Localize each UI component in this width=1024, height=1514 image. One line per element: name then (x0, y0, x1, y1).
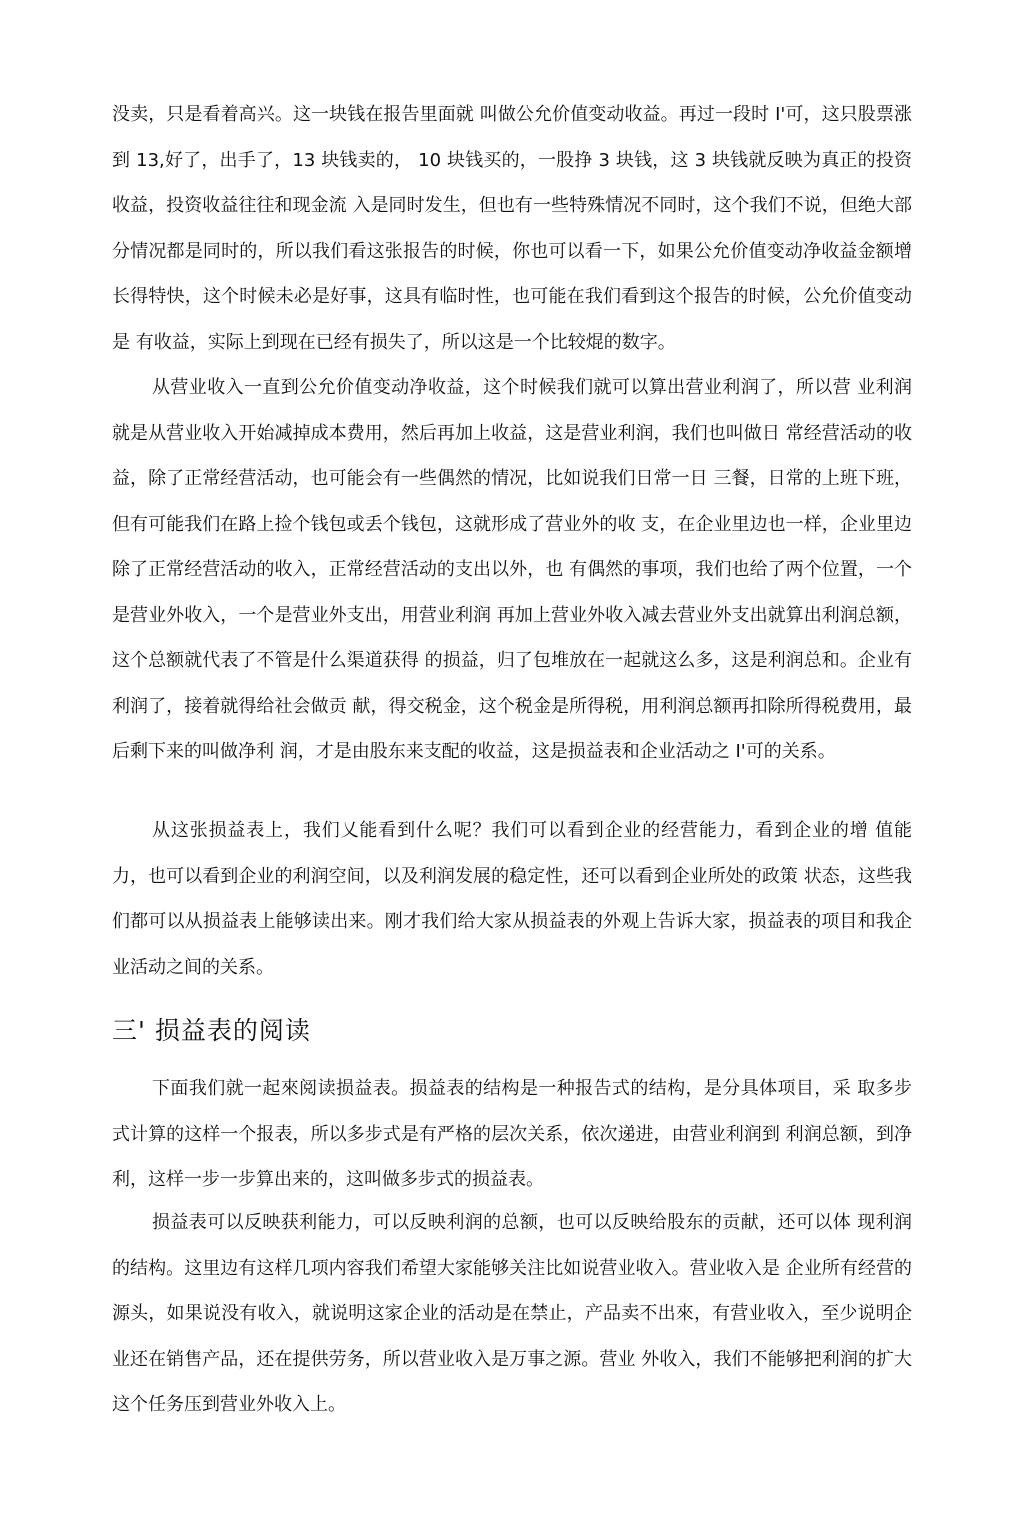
section-heading: 三' 损益表的阅读 (112, 1016, 311, 1045)
paragraph-reading-structure: 下面我们就一起來阅读损益表。损益表的结构是一种报告式的结构，是分具体项目，采 取多步式计算的这样一个报表，所以多步式是有严格的层次关系，依次递进，由营业利润到 利润总额，到净利，这样一步一步算出来的，这叫做多步式的损益表。 (112, 1078, 912, 1190)
paragraph-operating-revenue: 损益表可以反映获利能力，可以反映利润的总额，也可以反映给股东的贡献，还可以体 现利润的结构。这里边有这样几项内容我们希望大家能够关注比如说营业收入。营业收入是 企业所有经营的源头，如果说没有收入，就说明这家企业的活动是在禁止，产品卖不出來，有营业收入，至少说明企业还在销售产品，还在提供劳务，所以营业收入是万事之源。营业 外收入，我们不能够把利润的扩大这个任务压到营业外收入上。 (112, 1212, 912, 1415)
paragraph-income-statement-insights: 从这张损益表上，我们乂能看到什么呢？我们可以看到企业的经营能力，看到企业的增 值能力，也可以看到企业的利润空间，以及利润发展的稳定性，还可以看到企业所处的政策 状态，这些我们都可以从损益表上能够读出来。刚才我们给大家从损益表的外观上告诉大家，损益表的项目和我企业活动之间的关系。 (112, 820, 912, 978)
paragraph-fair-value-gain: 没卖，只是看着高兴。这一块钱在报告里面就 叫做公允价值变动收益。再过一段时 I'可，这只股票涨到 13,好了，出手了，13 块钱卖的， 10 块钱买的，一股挣 3 块钱，这 3 块钱就反映为真正的投资收益，投资收益往往和现金流 入是同时发生，但也有一些特殊情况不同时，这个我们不说，但绝大部分情况都是同时的，所以我们看这张报告的时候，你也可以看一下，如果公允价值变动净收益金额增长得特快，这个时候未必是好事，这具有临时性，也可能在我们看到这个报告的时候，公允价值变动是 有收益，实际上到现在已经有损失了，所以这是一个比较焜的数字。 (112, 104, 912, 353)
paragraph-operating-profit: 从营业收入一直到公允价值变动净收益，这个时候我们就可以算出营业利润了，所以营 业利润就是从营业收入开始减掉成本费用，然后再加上收益，这是营业利润，我们也叫做日 常经营活动的收益，除了正常经营活动，也可能会有一些偶然的情况，比如说我们日常一日 三餐，日常的上班下班，但有可能我们在路上捡个钱包或丢个钱包，这就形成了营业外的收 支，在企业里边也一样，企业里边除了正常经营活动的收入，正常经营活动的支出以外，也 有偶然的事项，我们也给了两个位置，一个是营业外收入，一个是营业外支出，用营业利润 再加上营业外收入减去营业外支出就算出利润总额，这个总额就代表了不管是什么渠道获得 的损益，归了包堆放在一起就这么多，这是利润总和。企业有利润了，接着就得给社会做贡 献，得交税金，这个税金是所得税，用利润总额再扣除所得税费用，最后剩下来的叫做净利 润，才是由股东来支配的收益，这是损益表和企业活动之 I'可的关系。 (112, 377, 912, 762)
